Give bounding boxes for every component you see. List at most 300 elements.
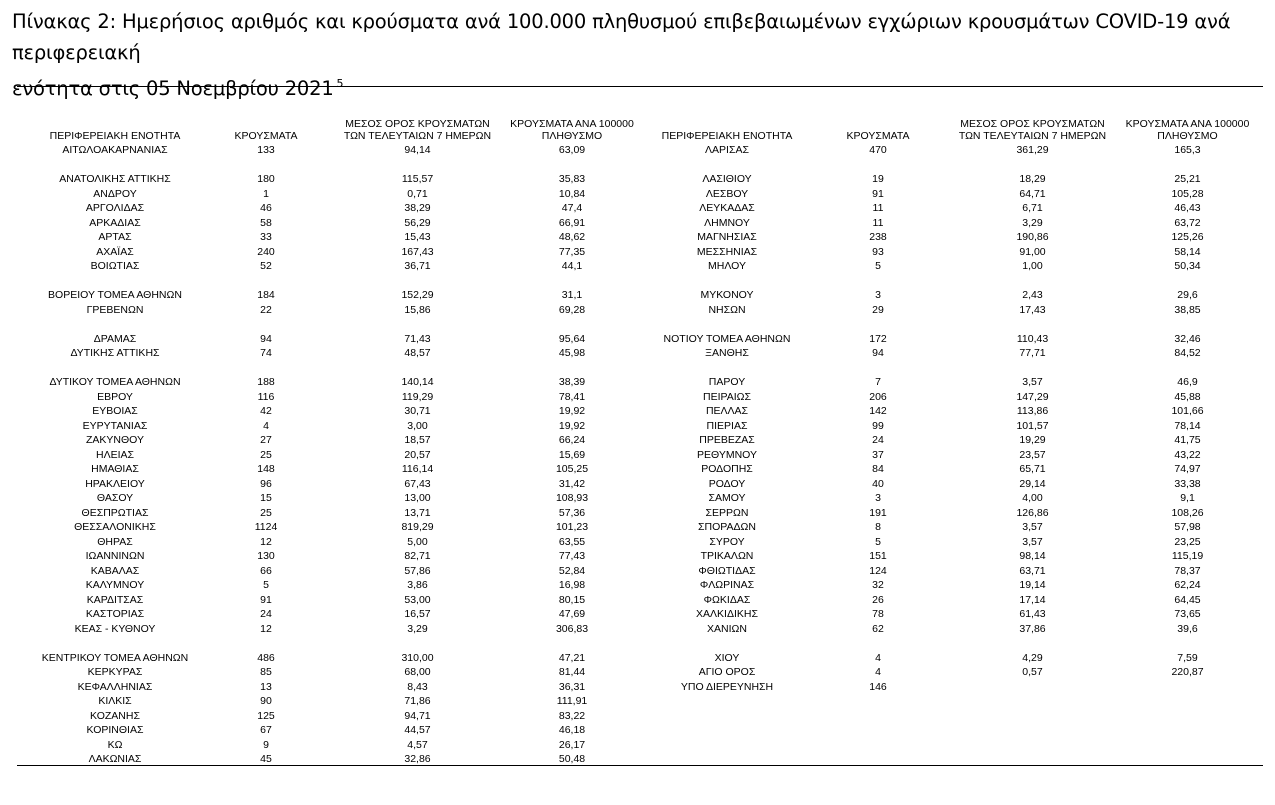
cases-cell: 96 [260, 477, 272, 490]
region-cell: ΑΙΤΩΛΟΑΚΑΡΝΑΝΙΑΣ [62, 144, 168, 156]
avg-7day-cell: 77,71 [1019, 347, 1046, 359]
region-cell: ΑΝΑΤΟΛΙΚΗΣ ΑΤΤΙΚΗΣ [59, 173, 171, 185]
avg-7day-cell: 113,86 [1016, 405, 1049, 417]
region-cell: ΣΑΜΟΥ [708, 492, 746, 504]
avg-7day-cell: 64,71 [1019, 187, 1046, 200]
per-100k-cell [1110, 158, 1265, 173]
avg-7day-cell: 82,71 [404, 550, 431, 562]
avg-7day-cell: 67,43 [404, 477, 431, 490]
cases-cell: 24 [260, 608, 272, 620]
per-100k-cell [1110, 636, 1265, 651]
region-cell: ΤΡΙΚΑΛΩΝ [700, 550, 754, 562]
cases-cell: 180 [257, 173, 275, 185]
per-100k-cell: 95,64 [558, 332, 586, 345]
region-cell: ΠΡΕΒΕΖΑΣ [699, 434, 755, 446]
region-cell: ΣΠΟΡΑΔΩΝ [698, 521, 756, 533]
avg-7day-cell: 20,57 [404, 448, 431, 461]
cases-cell: 27 [260, 434, 272, 446]
per-100k-cell: 48,62 [558, 231, 586, 243]
per-100k-cell: 46,9 [1177, 376, 1198, 388]
cases-cell [828, 158, 928, 173]
per-100k-cell: 9,1 [1180, 492, 1195, 504]
per-100k-cell: 63,72 [1174, 216, 1201, 229]
avg-7day-cell [950, 680, 1115, 695]
per-100k-cell: 101,66 [1171, 405, 1204, 417]
region-cell: ΚΟΡΙΝΘΙΑΣ [86, 724, 144, 736]
region-cell: ΚΕΝΤΡΙΚΟΥ ΤΟΜΕΑ ΑΘΗΝΩΝ [41, 651, 189, 664]
per-100k-cell [497, 636, 647, 651]
per-100k-cell: 50,48 [558, 753, 586, 765]
avg-7day-cell: 110,43 [1016, 332, 1049, 345]
region-cell: ΥΠΟ ΔΙΕΡΕΥΝΗΣΗ [680, 680, 774, 693]
header-avg-right-line-1: ΜΕΣΟΣ ΟΡΟΣ ΚΡΟΥΣΜΑΤΩΝ [960, 118, 1105, 130]
region-cell: ΚΑΒΑΛΑΣ [90, 564, 140, 577]
region-cell: ΚΕΦΑΛΛΗΝΙΑΣ [77, 680, 153, 693]
avg-7day-cell: 116,14 [401, 463, 434, 475]
header-per100k-left [497, 118, 647, 142]
per-100k-cell: 63,55 [558, 535, 586, 548]
avg-7day-cell: 3,00 [407, 419, 428, 432]
avg-7day-cell: 3,57 [1022, 521, 1043, 533]
avg-7day-cell: 15,43 [404, 231, 431, 243]
avg-7day-cell: 17,14 [1019, 593, 1046, 606]
avg-7day-cell: 13,00 [404, 492, 431, 504]
region-cell: ΓΡΕΒΕΝΩΝ [86, 303, 144, 316]
left-per100k-column [497, 143, 647, 767]
cases-cell: 37 [872, 448, 884, 461]
per-100k-cell: 32,46 [1174, 332, 1201, 345]
cases-cell: 142 [869, 405, 887, 417]
per-100k-cell: 64,45 [1174, 593, 1201, 606]
region-cell: ΕΥΡΥΤΑΝΙΑΣ [82, 419, 148, 432]
region-cell: ΘΕΣΣΑΛΟΝΙΚΗΣ [74, 521, 156, 533]
region-cell [20, 636, 210, 651]
region-cell: ΦΘΙΩΤΙΔΑΣ [698, 564, 756, 577]
region-cell: ΛΑΣΙΘΙΟΥ [702, 173, 752, 185]
per-100k-cell: 47,21 [558, 651, 586, 664]
avg-7day-cell: 3,29 [407, 622, 428, 635]
avg-7day-cell: 0,57 [1022, 666, 1043, 678]
per-100k-cell: 26,17 [558, 738, 586, 751]
avg-7day-cell: 13,71 [404, 506, 431, 519]
per-100k-cell: 105,25 [555, 463, 589, 475]
avg-7day-cell [335, 158, 500, 173]
region-cell: ΚΕΡΚΥΡΑΣ [87, 666, 143, 678]
avg-7day-cell: 119,29 [401, 390, 434, 403]
right-region-column [632, 143, 822, 694]
per-100k-cell: 19,92 [558, 419, 586, 432]
avg-7day-cell: 18,29 [1019, 173, 1046, 185]
cases-cell: 148 [257, 463, 275, 475]
per-100k-cell: 108,93 [555, 492, 589, 504]
region-cell: ΧΑΝΙΩΝ [707, 622, 747, 635]
avg-7day-cell: 3,29 [1022, 216, 1043, 229]
region-cell [20, 274, 210, 289]
avg-7day-cell: 17,43 [1019, 303, 1046, 316]
region-cell: ΔΥΤΙΚΟΥ ΤΟΜΕΑ ΑΘΗΝΩΝ [49, 376, 181, 388]
avg-7day-cell: 3,86 [407, 579, 428, 591]
avg-7day-cell: 98,14 [1019, 550, 1046, 562]
avg-7day-cell: 361,29 [1016, 144, 1049, 156]
region-cell [632, 274, 822, 289]
region-cell: ΚΟΖΑΝΗΣ [90, 709, 140, 722]
cases-cell: 25 [260, 448, 272, 461]
avg-7day-cell: 5,00 [407, 535, 428, 548]
cases-cell: 12 [260, 535, 272, 548]
per-100k-cell [497, 317, 647, 332]
cases-cell: 470 [869, 144, 887, 156]
region-cell: ΗΛΕΙΑΣ [95, 448, 134, 461]
cases-cell: 52 [260, 260, 272, 272]
region-cell: ΙΩΑΝΝΙΝΩΝ [85, 550, 145, 562]
per-100k-cell: 44,1 [561, 260, 583, 272]
cases-cell: 24 [872, 434, 884, 446]
cases-cell: 184 [257, 289, 275, 301]
per-100k-cell: 19,92 [558, 405, 586, 417]
region-cell: ΡΟΔΟΠΗΣ [701, 463, 753, 475]
cases-cell: 172 [869, 332, 887, 345]
per-100k-cell: 46,43 [1174, 202, 1201, 214]
cases-cell: 66 [260, 564, 272, 577]
cases-cell: 116 [257, 390, 275, 403]
caption-line-1: Πίνακας 2: Ημερήσιος αριθμός και κρούσματα ανά 100.000 πληθυσμού επιβεβαιωμένων εγχώριων κρουσμάτων COVID-19 ανά περιφερειακή [12, 10, 1231, 64]
cases-cell [828, 274, 928, 289]
avg-7day-cell: 3,57 [1022, 376, 1043, 388]
region-cell: ΠΕΙΡΑΙΩΣ [703, 390, 751, 403]
avg-7day-cell: 71,86 [404, 695, 431, 707]
region-cell: ΜΗΛΟΥ [708, 260, 746, 272]
cases-cell: 4 [263, 419, 269, 432]
region-cell: ΜΕΣΣΗΝΙΑΣ [696, 245, 758, 258]
cases-cell: 40 [872, 477, 884, 490]
avg-7day-cell: 115,57 [401, 173, 434, 185]
region-cell: ΠΕΛΛΑΣ [705, 405, 749, 417]
region-cell: ΒΟΡΕΙΟΥ ΤΟΜΕΑ ΑΘΗΝΩΝ [48, 289, 182, 301]
cases-cell: 13 [260, 680, 272, 693]
region-cell: ΚΩ [107, 738, 123, 751]
avg-7day-cell: 819,29 [401, 521, 434, 533]
per-100k-cell: 84,52 [1174, 347, 1201, 359]
avg-7day-cell [950, 317, 1115, 332]
per-100k-cell: 111,91 [556, 695, 588, 707]
cases-cell: 93 [872, 245, 884, 258]
region-cell [632, 158, 822, 173]
per-100k-cell: 83,22 [558, 709, 586, 722]
region-cell: ΣΥΡΟΥ [709, 535, 745, 548]
region-cell: ΗΡΑΚΛΕΙΟΥ [85, 477, 145, 490]
avg-7day-cell: 29,14 [1019, 477, 1046, 490]
region-cell: ΣΕΡΡΩΝ [705, 506, 749, 519]
avg-7day-cell: 19,14 [1019, 579, 1046, 591]
cases-cell: 206 [869, 390, 887, 403]
per-100k-cell: 57,36 [558, 506, 586, 519]
cases-cell: 32 [872, 579, 884, 591]
region-cell: ΦΩΚΙΔΑΣ [703, 593, 751, 606]
header-per100k-right [1110, 118, 1265, 142]
avg-7day-cell: 57,86 [404, 564, 431, 577]
region-cell: ΛΕΥΚΑΔΑΣ [699, 202, 755, 214]
avg-7day-cell: 1,00 [1022, 260, 1043, 272]
per-100k-cell: 63,09 [558, 144, 586, 156]
per-100k-cell: 101,23 [555, 521, 589, 533]
cases-cell: 67 [260, 724, 272, 736]
per-100k-cell: 62,24 [1174, 579, 1201, 591]
cases-cell: 5 [875, 535, 881, 548]
cases-cell: 238 [869, 231, 887, 243]
per-100k-cell: 38,85 [1174, 303, 1201, 316]
region-cell: ΒΟΙΩΤΙΑΣ [90, 260, 140, 272]
per-100k-cell: 50,34 [1174, 260, 1201, 272]
per-100k-cell: 45,98 [558, 347, 586, 359]
cases-cell: 8 [875, 521, 881, 533]
avg-7day-cell: 2,43 [1022, 289, 1043, 301]
per-100k-cell: 41,75 [1174, 434, 1201, 446]
cases-cell: 78 [872, 608, 884, 620]
region-cell: ΡΕΘΥΜΝΟΥ [696, 448, 757, 461]
avg-7day-cell: 44,57 [404, 724, 431, 736]
per-100k-cell [497, 361, 647, 376]
region-cell: ΛΗΜΝΟΥ [704, 216, 750, 229]
per-100k-cell [1110, 361, 1265, 376]
cases-cell: 45 [260, 753, 272, 765]
per-100k-cell: 47,69 [558, 608, 586, 620]
cases-cell: 1124 [254, 521, 278, 533]
per-100k-cell: 31,1 [561, 289, 583, 301]
region-cell: ΛΕΣΒΟΥ [705, 187, 749, 200]
left-region-column [20, 143, 210, 767]
cases-cell: 4 [875, 651, 881, 664]
cases-cell: 85 [260, 666, 272, 678]
per-100k-cell: 10,84 [558, 187, 586, 200]
avg-7day-cell [950, 158, 1115, 173]
avg-7day-cell: 16,57 [404, 608, 431, 620]
header-avg-right-line-2: ΤΩΝ ΤΕΛΕΥΤΑΙΩΝ 7 ΗΜΕΡΩΝ [958, 130, 1107, 142]
cases-cell: 84 [872, 463, 884, 475]
cases-cell [828, 636, 928, 651]
avg-7day-cell: 71,43 [404, 332, 431, 345]
cases-cell: 22 [260, 303, 272, 316]
avg-7day-cell [335, 636, 500, 651]
cases-cell [216, 317, 316, 332]
region-cell: ΛΑΚΩΝΙΑΣ [88, 753, 142, 765]
region-cell: ΕΒΡΟΥ [97, 390, 133, 403]
region-cell: ΗΜΑΘΙΑΣ [91, 463, 139, 475]
cases-cell: 124 [869, 564, 887, 577]
region-cell: ΜΑΓΝΗΣΙΑΣ [697, 231, 757, 243]
cases-cell: 3 [875, 492, 881, 504]
left-avg-column [335, 143, 500, 767]
per-100k-cell: 81,44 [558, 666, 586, 678]
avg-7day-cell: 30,71 [404, 405, 431, 417]
bottom-rule [17, 765, 1263, 766]
cases-cell: 130 [257, 550, 275, 562]
cases-cell: 15 [260, 492, 272, 504]
avg-7day-cell [335, 274, 500, 289]
region-cell: ΝΗΣΩΝ [708, 303, 746, 316]
cases-cell: 4 [875, 666, 881, 678]
cases-cell: 99 [872, 419, 884, 432]
avg-7day-cell: 167,43 [401, 245, 434, 258]
per-100k-cell: 25,21 [1174, 173, 1201, 185]
avg-7day-cell: 56,29 [404, 216, 431, 229]
avg-7day-cell: 37,86 [1019, 622, 1046, 635]
avg-7day-cell: 36,71 [404, 260, 431, 272]
left-cases-column [216, 143, 316, 767]
right-cases-column [828, 143, 928, 694]
header-region-left: ΠΕΡΙΦΕΡΕΙΑΚΗ ΕΝΟΤΗΤΑ [49, 130, 181, 142]
region-cell: ΑΧΑΪΑΣ [96, 245, 134, 258]
per-100k-cell: 69,28 [558, 303, 586, 316]
cases-cell: 11 [872, 216, 884, 229]
region-cell [20, 158, 210, 173]
region-cell: ΧΙΟΥ [714, 651, 740, 664]
region-cell: ΚΙΛΚΙΣ [98, 695, 132, 707]
per-100k-cell: 77,35 [558, 245, 586, 258]
per-100k-cell: 66,24 [558, 434, 586, 446]
avg-7day-cell: 4,57 [407, 738, 428, 751]
per-100k-cell: 78,14 [1174, 419, 1201, 432]
region-cell: ΖΑΚΥΝΘΟΥ [85, 434, 144, 446]
avg-7day-cell: 126,86 [1016, 506, 1049, 519]
per-100k-cell: 52,84 [558, 564, 586, 577]
avg-7day-cell: 53,00 [404, 593, 431, 606]
region-cell: ΛΑΡΙΣΑΣ [705, 144, 749, 156]
cases-cell: 133 [257, 144, 275, 156]
region-cell: ΘΑΣΟΥ [96, 492, 134, 504]
cases-cell [216, 361, 316, 376]
per-100k-cell [1110, 274, 1265, 289]
cases-cell: 12 [260, 622, 272, 635]
per-100k-cell: 45,88 [1174, 390, 1201, 403]
per-100k-cell: 78,41 [558, 390, 586, 403]
per-100k-cell: 108,26 [1171, 506, 1204, 519]
cases-cell: 19 [872, 173, 884, 185]
per-100k-cell [497, 274, 647, 289]
avg-7day-cell [335, 317, 500, 332]
avg-7day-cell: 48,57 [404, 347, 431, 359]
cases-cell: 7 [875, 376, 881, 388]
top-rule [17, 86, 1263, 87]
per-100k-cell: 35,83 [558, 173, 586, 185]
region-cell: ΕΥΒΟΙΑΣ [92, 405, 138, 417]
cases-cell [216, 158, 316, 173]
region-cell [632, 317, 822, 332]
per-100k-cell: 39,6 [1177, 622, 1198, 635]
cases-cell: 91 [260, 593, 272, 606]
region-cell: ΧΑΛΚΙΔΙΚΗΣ [696, 608, 758, 620]
cases-cell: 29 [872, 303, 884, 316]
avg-7day-cell: 68,00 [404, 666, 431, 678]
avg-7day-cell: 91,00 [1019, 245, 1046, 258]
region-cell: ΑΝΔΡΟΥ [93, 187, 137, 200]
per-100k-cell: 57,98 [1174, 521, 1201, 533]
per-100k-cell: 73,65 [1174, 608, 1201, 620]
avg-7day-cell: 140,14 [401, 376, 434, 388]
avg-7day-cell: 38,29 [404, 202, 431, 214]
header-per100k-right-line-2: ΠΛΗΘΥΣΜΟ [1157, 130, 1218, 142]
per-100k-cell: 77,43 [558, 550, 586, 562]
cases-cell: 125 [257, 709, 275, 722]
cases-cell: 46 [260, 202, 272, 214]
header-cases-left: ΚΡΟΥΣΜΑΤΑ [234, 130, 298, 142]
region-cell: ΔΥΤΙΚΗΣ ΑΤΤΙΚΗΣ [70, 347, 160, 359]
avg-7day-cell: 147,29 [1016, 390, 1049, 403]
cases-cell: 5 [263, 579, 269, 591]
per-100k-cell: 115,19 [1171, 550, 1204, 562]
region-cell: ΚΑΡΔΙΤΣΑΣ [86, 593, 144, 606]
per-100k-cell: 105,28 [1171, 187, 1204, 200]
cases-cell [828, 361, 928, 376]
right-per100k-column [1110, 143, 1265, 694]
header-avg-left-line-1: ΜΕΣΟΣ ΟΡΟΣ ΚΡΟΥΣΜΑΤΩΝ [345, 118, 490, 130]
cases-cell: 188 [257, 376, 275, 388]
cases-cell: 11 [872, 202, 884, 214]
cases-cell: 42 [260, 405, 272, 417]
region-cell: ΘΕΣΠΡΩΤΙΑΣ [81, 506, 149, 519]
per-100k-cell: 80,15 [558, 593, 586, 606]
right-avg-column [950, 143, 1115, 694]
avg-7day-cell: 310,00 [401, 651, 434, 664]
cases-cell: 91 [872, 187, 884, 200]
avg-7day-cell: 94,14 [404, 144, 431, 156]
avg-7day-cell [950, 636, 1115, 651]
avg-7day-cell: 18,57 [404, 434, 431, 446]
avg-7day-cell: 19,29 [1019, 434, 1046, 446]
avg-7day-cell: 32,86 [404, 753, 431, 765]
region-cell: ΜΥΚΟΝΟΥ [700, 289, 754, 301]
cases-cell: 240 [257, 245, 275, 258]
per-100k-cell: 16,98 [558, 579, 586, 591]
avg-7day-cell [335, 361, 500, 376]
header-per100k-left-line-1: ΚΡΟΥΣΜΑΤΑ ΑΝΑ 100000 [510, 118, 634, 130]
avg-7day-cell: 63,71 [1019, 564, 1046, 577]
per-100k-cell: 220,87 [1171, 666, 1204, 678]
region-cell: ΚΑΣΤΟΡΙΑΣ [85, 608, 145, 620]
avg-7day-cell: 3,57 [1022, 535, 1043, 548]
per-100k-cell: 46,18 [558, 724, 586, 736]
per-100k-cell [1110, 680, 1265, 695]
per-100k-cell: 33,38 [1174, 477, 1201, 490]
caption-line-2-text: ενότητα στις 05 Νοεμβρίου 2021 [12, 77, 334, 100]
region-cell [632, 361, 822, 376]
per-100k-cell: 36,31 [558, 680, 586, 693]
region-cell: ΘΗΡΑΣ [97, 535, 133, 548]
avg-7day-cell: 23,57 [1019, 448, 1046, 461]
region-cell: ΦΛΩΡΙΝΑΣ [699, 579, 755, 591]
region-cell [632, 636, 822, 651]
cases-cell: 58 [260, 216, 272, 229]
avg-7day-cell [950, 361, 1115, 376]
region-cell: ΚΑΛΥΜΝΟΥ [85, 579, 145, 591]
region-cell: ΠΙΕΡΙΑΣ [706, 419, 748, 432]
cases-cell [216, 636, 316, 651]
region-cell [20, 317, 210, 332]
region-cell: ΑΓΙΟ ΟΡΟΣ [698, 666, 756, 678]
cases-cell: 151 [869, 550, 887, 562]
per-100k-cell: 23,25 [1174, 535, 1201, 548]
avg-7day-cell: 94,71 [404, 709, 431, 722]
region-cell [20, 361, 210, 376]
per-100k-cell: 38,39 [558, 376, 586, 388]
cases-cell: 1 [263, 187, 269, 200]
avg-7day-cell: 15,86 [404, 303, 431, 316]
footnote-marker: 5 [336, 77, 344, 90]
cases-cell: 9 [263, 738, 269, 751]
avg-7day-cell [950, 274, 1115, 289]
cases-cell [216, 274, 316, 289]
cases-cell: 26 [872, 593, 884, 606]
cases-cell: 3 [875, 289, 881, 301]
